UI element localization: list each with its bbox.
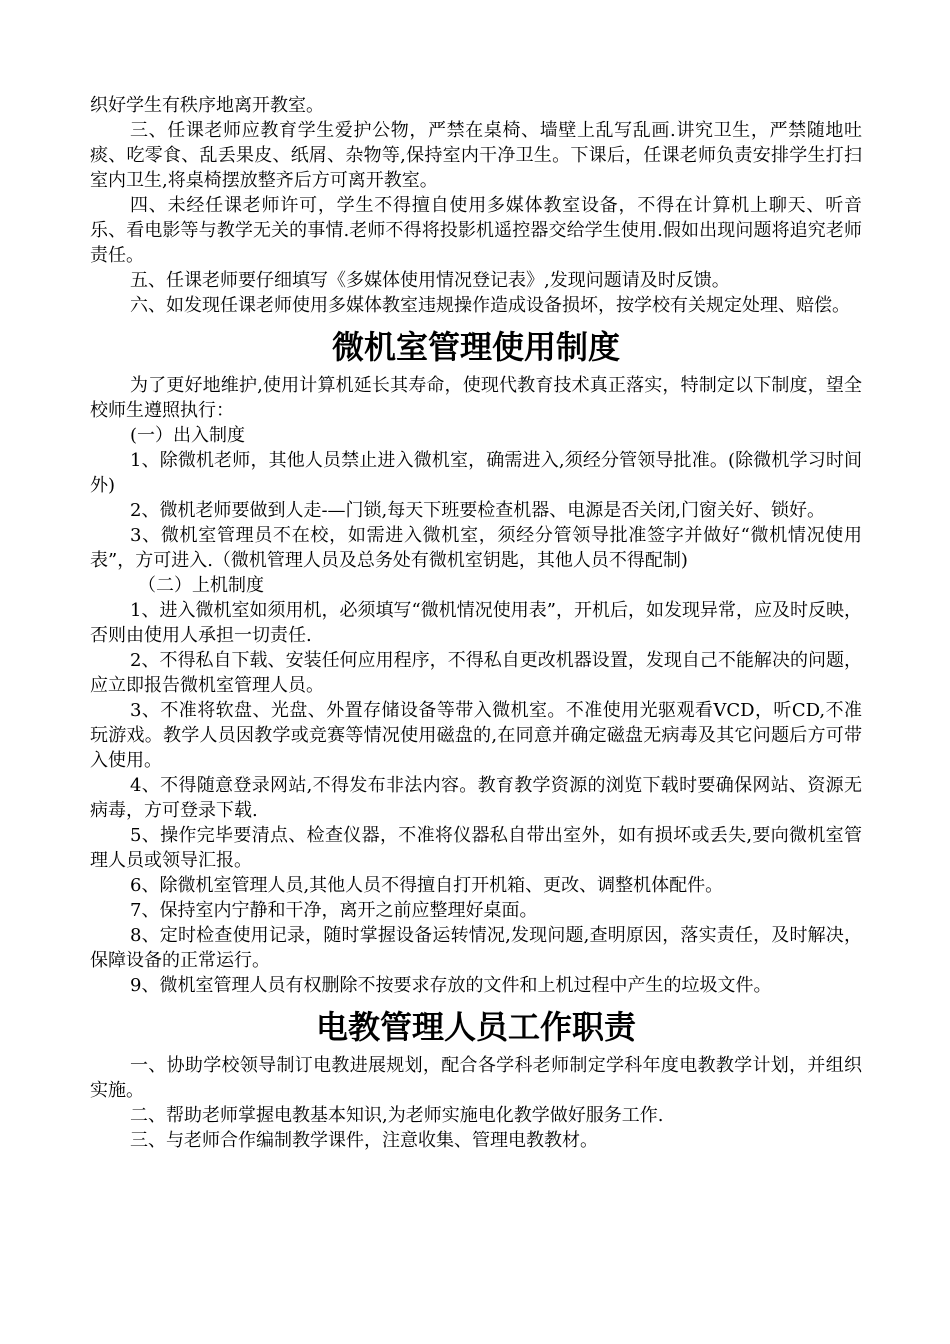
list-item: 3、微机室管理员不在校，如需进入微机室，须经分管领导批准签字并做好“微机情况使用表”，方可进入.（微机管理人员及总务处有微机室钥匙，其他人员不得配制) xyxy=(90,525,862,571)
list-item: 2、不得私自下载、安装任何应用程序，不得私自更改机器设置，发现自己不能解决的问题，应立即报告微机室管理人员。 xyxy=(90,650,862,696)
section-title: 微机室管理使用制度 xyxy=(331,328,620,366)
subheading: （二）上机制度 xyxy=(138,575,264,596)
intro-paragraph: 为了更好地维护,使用计算机延长其寿命，使现代教育技术真正落实，特制定以下制度，望全校师生遵照执行： xyxy=(90,375,862,421)
list-item: 8、定时检查使用记录，随时掌握设备运转情况,发现问题,查明原因，落实责任，及时解决，保障设备的正常运行。 xyxy=(90,925,862,971)
list-item: 7、保持室内宁静和干净，离开之前应整理好桌面。 xyxy=(130,900,538,921)
paragraph: 六、如发现任课老师使用多媒体教室违规操作造成设备损坏，按学校有关规定处理、赔偿。 xyxy=(130,295,850,316)
paragraph: 五、任课老师要仔细填写《多媒体使用情况登记表》,发现问题请及时反馈。 xyxy=(130,270,730,291)
subheading: (一）出入制度 xyxy=(130,425,246,446)
paragraph: 三、任课老师应教育学生爱护公物，严禁在桌椅、墙壁上乱写乱画.讲究卫生，严禁随地吐痰、吃零食、乱丢果皮、纸屑、杂物等,保持室内干净卫生。下课后，任课老师负责安排学生打扫室内卫生,将桌椅摆放整齐后方可离开教室。 xyxy=(90,120,862,191)
list-item: 6、除微机室管理人员,其他人员不得擅自打开机箱、更改、调整机体配件。 xyxy=(130,875,724,896)
paragraph: 三、与老师合作编制教学课件，注意收集、管理电教教材。 xyxy=(130,1130,598,1151)
list-item: 1、除微机老师，其他人员禁止进入微机室，确需进入,须经分管领导批准。(除微机学习时间外) xyxy=(90,450,862,496)
list-item: 3、不准将软盘、光盘、外置存储设备等带入微机室。不准使用光驱观看VCD，听CD,不准玩游戏。教学人员因教学或竞赛等情况使用磁盘的,在同意并确定磁盘无病毒及其它问题后方可带入使用。 xyxy=(90,700,862,771)
section-title: 电教管理人员工作职责 xyxy=(315,1008,636,1046)
document-body xyxy=(90,93,862,1153)
paragraph: 一、协助学校领导制订电教进展规划，配合各学科老师制定学科年度电教教学计划，并组织实施。 xyxy=(90,1055,862,1101)
list-item: 2、微机老师要做到人走-—门锁,每天下班要检查机器、电源是否关闭,门窗关好、锁好。 xyxy=(130,500,825,521)
list-item: 4、不得随意登录网站,不得发布非法内容。教育教学资源的浏览下载时要确保网站、资源无病毒，方可登录下载. xyxy=(90,775,862,821)
paragraph: 二、帮助老师掌握电教基本知识,为老师实施电化教学做好服务工作. xyxy=(130,1105,664,1126)
list-item: 1、进入微机室如须用机，必须填写“微机情况使用表”，开机后，如发现异常，应及时反映，否则由使用人承担一切责任. xyxy=(90,600,862,646)
paragraph: 织好学生有秩序地离开教室。 xyxy=(90,95,324,116)
paragraph: 四、未经任课老师许可，学生不得擅自使用多媒体教室设备，不得在计算机上聊天、听音乐、看电影等与教学无关的事情.老师不得将投影机遥控器交给学生使用.假如出现问题将追究老师责任。 xyxy=(90,195,862,266)
list-item: 9、微机室管理人员有权删除不按要求存放的文件和上机过程中产生的垃圾文件。 xyxy=(130,975,772,996)
list-item: 5、操作完毕要清点、检查仪器，不准将仪器私自带出室外，如有损坏或丢失,要向微机室管理人员或领导汇报。 xyxy=(90,825,862,871)
